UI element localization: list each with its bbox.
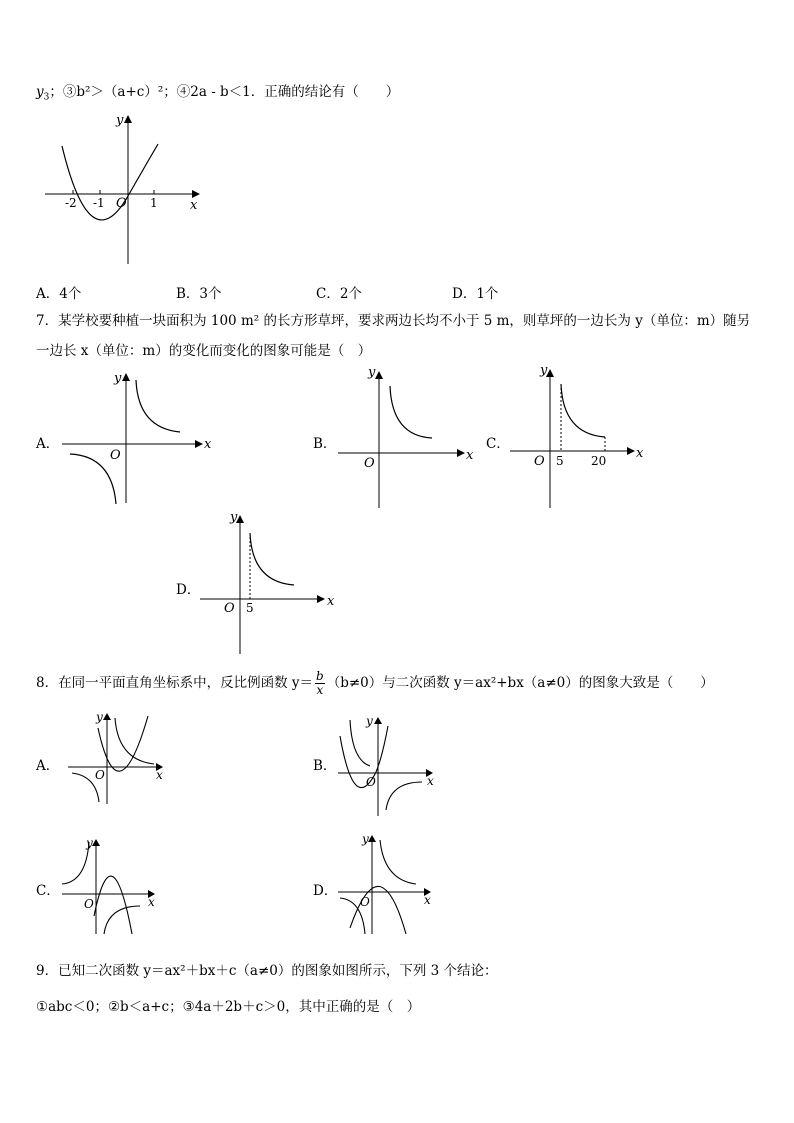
q7-graph-c xyxy=(508,362,658,512)
q7b-axis-x: x xyxy=(466,448,474,463)
q7-graph-b xyxy=(336,364,486,514)
q6-option-c[interactable]: C．2个 xyxy=(316,286,362,302)
q7-label-a[interactable]: A． xyxy=(36,436,60,452)
q6-origin: O xyxy=(116,196,127,211)
q8b-axis-y: y xyxy=(366,714,373,728)
q7c-tick-20: 20 xyxy=(591,454,607,468)
q9-stem-line2: ①abc＜0；②b＜a+c；③4a＋2b＋c＞0，其中正确的是（ ） xyxy=(36,999,421,1015)
q8a-axis-x: x xyxy=(156,768,163,782)
q8b-origin: O xyxy=(366,775,376,789)
q8c-axis-y: y xyxy=(86,836,93,850)
q7c-axis-y: y xyxy=(540,363,548,378)
q8-graph-c xyxy=(60,834,170,939)
q8-graph-a xyxy=(66,708,176,808)
q7-stem-line1: 7．某学校要种植一块面积为 100 m² 的长方形草坪，要求两边长均不小于 5 m，则草坪的一边长为 y（单位：m）随另 xyxy=(36,313,751,329)
q7a-origin: O xyxy=(110,448,121,463)
q6-option-b[interactable]: B．3个 xyxy=(176,286,222,302)
q6-stem-rest: ；③b²＞（a+c）²；④2a - b＜1．正确的结论有（ ） xyxy=(49,84,400,100)
q8b-axis-x: x xyxy=(427,774,434,788)
q8-stem-pre: 8．在同一平面直角坐标系中，反比例函数 y＝ xyxy=(36,675,314,691)
q7-label-d[interactable]: D． xyxy=(176,582,201,598)
q8d-axis-y: y xyxy=(362,832,369,846)
q8-label-c[interactable]: C． xyxy=(36,883,60,899)
q8-frac-den: x xyxy=(316,683,324,697)
q7-label-c[interactable]: C． xyxy=(486,436,510,452)
q8-graph-b xyxy=(336,712,446,822)
q8-stem xyxy=(36,670,714,697)
q7c-axis-x: x xyxy=(636,446,644,461)
q7-graph-d xyxy=(198,508,348,658)
q8d-axis-x: x xyxy=(424,893,431,907)
q9-stem-line1: 9．已知二次函数 y＝ax²＋bx＋c（a≠0）的图象如图所示，下列 3 个结论： xyxy=(36,963,498,979)
q7b-axis-y: y xyxy=(368,365,376,380)
q8-label-d[interactable]: D． xyxy=(313,883,338,899)
q6-graph xyxy=(40,110,210,270)
q7d-axis-x: x xyxy=(327,594,335,609)
q7b-origin: O xyxy=(364,456,375,471)
q7a-axis-y: y xyxy=(114,371,122,386)
q7-label-b[interactable]: B． xyxy=(313,436,337,452)
q8c-origin: O xyxy=(84,897,94,911)
q8d-origin: O xyxy=(360,895,370,909)
q7d-origin: O xyxy=(224,601,235,616)
q6-axis-x: x xyxy=(190,198,198,213)
q6-tick-m2: -2 xyxy=(65,196,77,210)
q8a-axis-y: y xyxy=(96,710,103,724)
q7d-tick-5: 5 xyxy=(246,601,254,615)
q7c-origin: O xyxy=(534,454,545,469)
q7-stem-line2: 一边长 x（单位：m）的变化而变化的图象可能是（ ） xyxy=(36,343,372,359)
q8c-axis-x: x xyxy=(148,895,155,909)
q6-tick-1: 1 xyxy=(150,196,158,210)
q8a-origin: O xyxy=(95,768,105,782)
q8-label-b[interactable]: B． xyxy=(313,758,337,774)
q7c-tick-5: 5 xyxy=(556,454,564,468)
q7a-axis-x: x xyxy=(204,437,212,452)
q6-y-sub: 3 xyxy=(43,92,50,103)
q8-graph-d xyxy=(336,830,446,940)
q6-option-d[interactable]: D．1个 xyxy=(452,286,499,302)
q7-graph-a xyxy=(60,368,220,508)
q6-option-a[interactable]: A．4个 xyxy=(36,286,82,302)
q6-tick-m1: -1 xyxy=(93,196,105,210)
q6-stem-tail xyxy=(36,83,399,107)
q8-label-a[interactable]: A． xyxy=(36,758,60,774)
q8-stem-post: （b≠0）与二次函数 y＝ax²+bx（a≠0）的图象大致是（ ） xyxy=(326,675,714,691)
q6-y: y xyxy=(36,84,44,100)
q7d-axis-y: y xyxy=(230,510,238,525)
q6-axis-y: y xyxy=(116,113,124,128)
q8-frac-num: b xyxy=(316,669,324,683)
q8-fraction xyxy=(315,670,325,697)
